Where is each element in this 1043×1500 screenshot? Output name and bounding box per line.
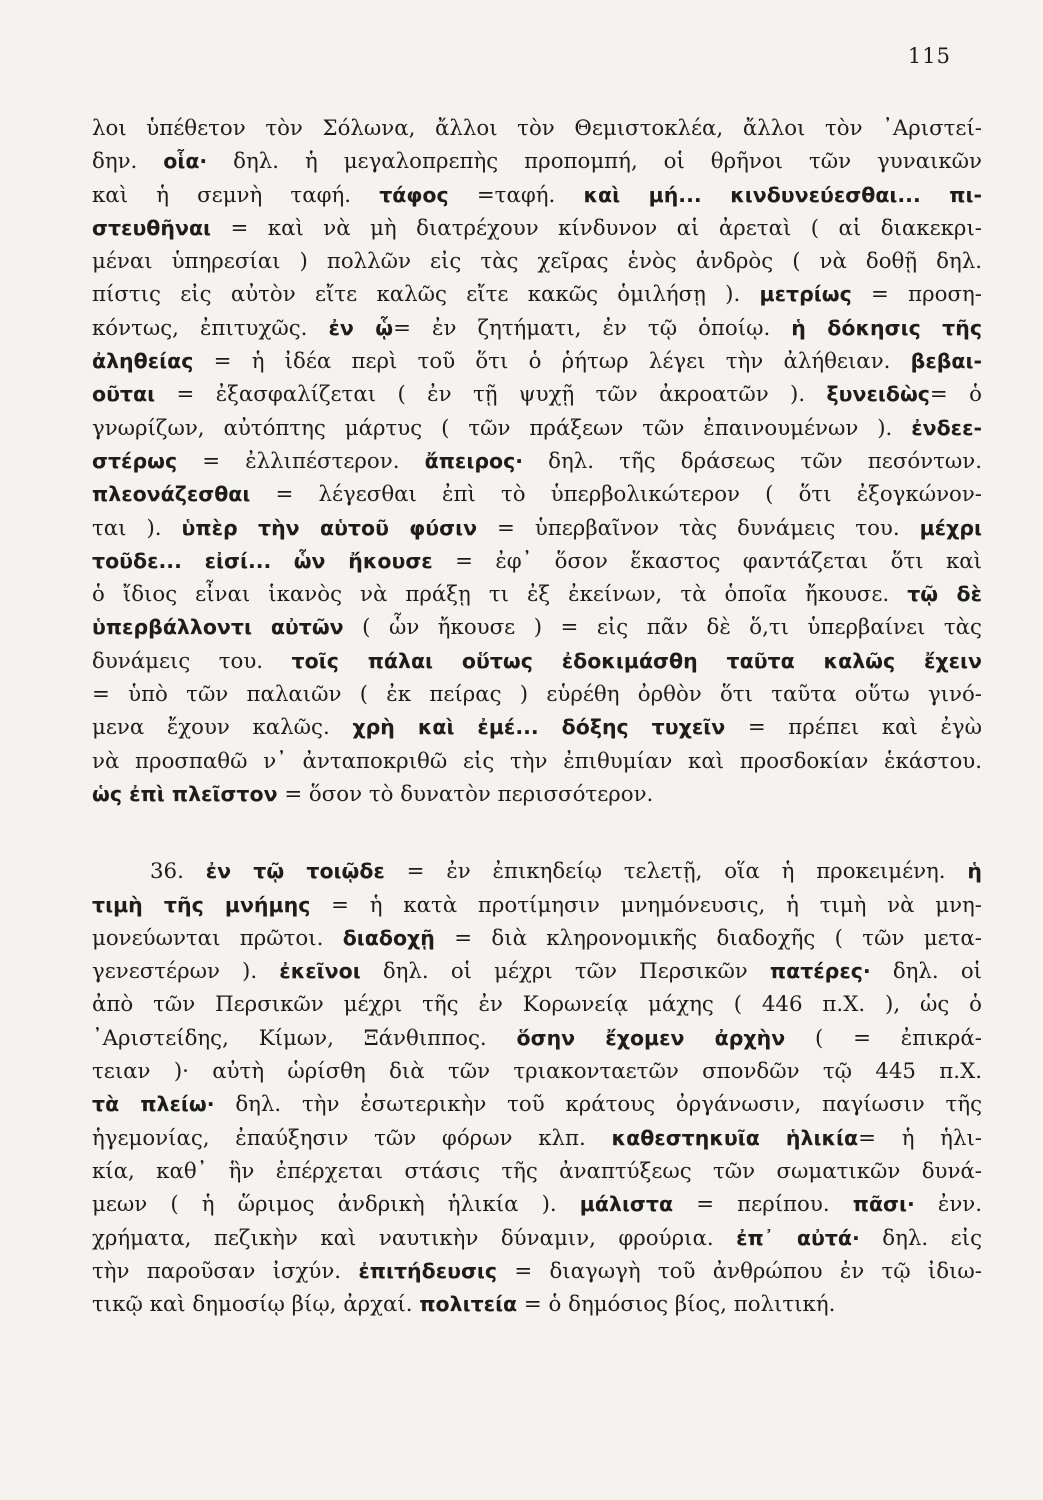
lemma-term: τοῖς πάλαι οὕτως ἐδοκιμάσθη ταῦτα καλῶς ἔχειν xyxy=(291,648,982,673)
text-line xyxy=(92,1255,982,1288)
text-line xyxy=(92,922,982,955)
gloss-text: ἀπὸ τῶν Περσικῶν μέχρι τῆς ἐν Κορωνείᾳ μάχης ( 446 π.Χ. ), ὡς ὁ xyxy=(92,992,982,1018)
text-line xyxy=(92,1055,982,1088)
page-number: 115 xyxy=(907,44,951,68)
lemma-term: πλεονάζεσθαι xyxy=(92,482,251,507)
lemma-term: τοῦδε... εἰσί... xyxy=(92,548,272,573)
gloss-text: = ἐφ᾿ ὅσον ἕκαστος φαντάζεται ὅτι καὶ xyxy=(432,548,982,574)
lemma-term: πᾶσι· xyxy=(852,1192,915,1217)
gloss-text: = ὁ xyxy=(929,382,982,408)
gloss-text: = ἡ ἰδέα περὶ τοῦ ὅτι ὁ ῥήτωρ λέγει τὴν ἀλήθειαν. xyxy=(193,349,911,375)
gloss-text: καὶ ἡ σεμνὴ ταφή. xyxy=(92,182,380,208)
text-line xyxy=(92,611,982,644)
text-line xyxy=(92,578,982,611)
text-line xyxy=(92,212,982,245)
text-line xyxy=(92,512,982,545)
text-line xyxy=(92,1155,982,1188)
lemma-term: βεβαι- xyxy=(910,349,982,374)
gloss-text: γενεστέρων ). xyxy=(92,959,280,985)
gloss-text: μενα ἔχουν καλῶς. xyxy=(92,715,353,741)
gloss-text: ᾿Αριστείδης, Κίμων, Ξάνθιππος. xyxy=(92,1025,517,1051)
lemma-term: ἐν ᾧ xyxy=(328,315,394,340)
lemma-term: οἷα· xyxy=(163,149,208,174)
text-line xyxy=(92,1088,982,1121)
paragraph-35-notes xyxy=(92,112,982,811)
lemma-term: μετρίως xyxy=(759,282,852,307)
gloss-text: ἡγεμονίας, ἐπαύξησιν τῶν φόρων κλπ. xyxy=(92,1125,612,1151)
text-line xyxy=(92,345,982,378)
lemma-term: στευθῆναι xyxy=(92,215,212,240)
text-line xyxy=(92,312,982,345)
gloss-text: γνωρίζων, αὐτόπτης μάρτυς ( τῶν πράξεων τῶν ἐπαινουμένων ). xyxy=(92,415,912,441)
gloss-text: = ὁ δημόσιος βίος, πολιτική. xyxy=(517,1292,836,1318)
text-line xyxy=(92,645,982,678)
text-line xyxy=(92,855,982,888)
gloss-text: = λέγεσθαι ἐπὶ τὸ ὑπερβολικώτερον ( ὅτι ἐξογκώνον- xyxy=(250,482,982,508)
text-line xyxy=(92,378,982,411)
lemma-term: ἐνδεε- xyxy=(911,415,982,440)
gloss-text: τειαν )· αὐτὴ ὡρίσθη διὰ τῶν τριακονταετῶν σπονδῶν τῷ 445 π.Χ. xyxy=(92,1059,982,1085)
text-line xyxy=(92,711,982,744)
gloss-text: δηλ. οἱ xyxy=(870,959,983,985)
text-line xyxy=(92,145,982,178)
lemma-term: ὅσην ἔχομεν ἀρχὴν xyxy=(516,1025,786,1050)
lemma-term: μέχρι xyxy=(919,515,982,540)
lemma-term: ἐπιτήδευσις xyxy=(358,1258,498,1283)
lemma-term: καὶ μή... κινδυνεύεσθαι... πι- xyxy=(583,182,983,207)
gloss-text: = ἐλλιπέστερον. xyxy=(177,448,425,474)
lemma-term: στέρως xyxy=(92,448,178,473)
gloss-text: δηλ. τὴν ἐσωτερικὴν τοῦ κράτους ὀργάνωσιν, παγίωσιν τῆς xyxy=(214,1092,983,1118)
lemma-term: καθεστηκυῖα ἡλικία xyxy=(611,1125,859,1150)
text-line xyxy=(92,445,982,478)
gloss-text: = ἐν ἐπικηδείῳ τελετῇ, οἵα ἡ προκειμένη. xyxy=(384,859,968,885)
lemma-term: ἀληθείας xyxy=(92,349,194,374)
gloss-text: ἐνν. xyxy=(914,1192,982,1218)
gloss-text: δην. xyxy=(92,149,164,175)
paragraph-36-notes xyxy=(92,855,982,1321)
gloss-text: λοι ὑπέθετον τὸν Σόλωνα, ἄλλοι τὸν Θεμιστοκλέα, ἄλλοι τὸν ᾿Αριστεί- xyxy=(92,116,982,141)
paragraph-gap xyxy=(92,811,982,855)
gloss-text: μεων ( ἡ ὥριμος ἀνδρικὴ ἡλικία ). xyxy=(92,1192,580,1218)
gloss-text: =ταφή. xyxy=(448,182,584,208)
text-line xyxy=(92,1022,982,1055)
text-line xyxy=(92,545,982,578)
lemma-term: πατέρες· xyxy=(769,959,871,984)
gloss-text: νὰ προσπαθῶ ν᾿ ἀνταποκριθῶ εἰς τὴν ἐπιθυμίαν καὶ προσδοκίαν ἑκάστου. xyxy=(92,748,982,774)
lemma-term: ἡ δόκησις τῆς xyxy=(791,315,982,340)
gloss-text: κία, καθ᾿ ἣν ἐπέρχεται στάσις τῆς ἀναπτύξεως τῶν σωματικῶν δυνά- xyxy=(92,1158,982,1184)
gloss-text: = ἐν ζητήματι, ἐν τῷ ὁποίῳ. xyxy=(393,315,792,341)
gloss-text: ὁ ἴδιος εἶναι ἱκανὸς νὰ πράξῃ τι ἐξ ἐκείνων, τὰ ὁποῖα ἤκουσε. xyxy=(92,582,908,608)
gloss-text: = ἐξασφαλίζεται ( ἐν τῇ ψυχῇ τῶν ἀκροατῶν ). xyxy=(155,382,827,408)
gloss-text: μέναι ὑπηρεσίαι ) πολλῶν εἰς τὰς χεῖρας ἑνὸς ἀνδρὸς ( νὰ δοθῇ δηλ. xyxy=(92,249,982,275)
gloss-text: = διὰ κληρονομικῆς διαδοχῆς ( τῶν μετα- xyxy=(434,925,982,951)
gloss-text: = ὅσον τὸ δυνατὸν περισσότερον. xyxy=(277,781,654,807)
lemma-term: ὑπὲρ τὴν αὑτοῦ φύσιν xyxy=(181,515,478,540)
lemma-term: τὰ πλείω· xyxy=(92,1092,215,1117)
lemma-term: οῦται xyxy=(92,382,156,407)
lemma-term: μάλιστα xyxy=(579,1192,674,1217)
text-line xyxy=(92,1188,982,1221)
lemma-term: ἡ xyxy=(967,859,983,884)
lemma-term: ἐπ᾿ αὐτά· xyxy=(736,1225,860,1250)
text-line xyxy=(92,278,982,311)
text-line xyxy=(92,179,982,212)
gloss-text: δυνάμεις του. xyxy=(92,648,292,674)
text-line xyxy=(92,1222,982,1255)
gloss-text: πίστις εἰς αὐτὸν εἴτε καλῶς εἴτε κακῶς ὁμιλήσῃ ). xyxy=(92,282,760,308)
gloss-text: χρήματα, πεζικὴν καὶ ναυτικὴν δύναμιν, φρούρια. xyxy=(92,1225,737,1251)
gloss-text: ( ὧν ἤκουσε ) = εἰς πᾶν δὲ ὅ,τι ὑπερβαίνει τὰς xyxy=(343,615,982,641)
text-line xyxy=(92,988,982,1021)
gloss-text: = καὶ νὰ μὴ διατρέχουν κίνδυνον αἱ ἀρεταὶ ( αἱ διακεκρι- xyxy=(211,215,982,241)
gloss-text: τικῷ καὶ δημοσίῳ βίῳ, ἀρχαί. xyxy=(92,1292,420,1318)
lemma-term: τάφος xyxy=(379,182,449,207)
lemma-term: χρὴ καὶ ἐμέ... δόξης τυχεῖν xyxy=(352,715,726,740)
gloss-text: τὴν παροῦσαν ἰσχύν. xyxy=(92,1258,359,1284)
gloss-text: ται ). xyxy=(92,515,182,541)
text-line xyxy=(92,745,982,778)
gloss-text: = ὑπερβαῖνον τὰς δυνάμεις του. xyxy=(477,515,920,541)
gloss-text: = περίπου. xyxy=(673,1192,853,1218)
lemma-term: ξυνειδὼς xyxy=(826,382,930,407)
text-line xyxy=(92,678,982,711)
lemma-term: ὑπερβάλλοντι αὐτῶν xyxy=(92,615,344,640)
lemma-term: τῷ δὲ xyxy=(907,582,982,607)
lemma-term: ὡς ἐπὶ πλεῖστον xyxy=(92,781,278,806)
gloss-text: = διαγωγὴ τοῦ ἀνθρώπου ἐν τῷ ἰδιω- xyxy=(497,1258,982,1284)
lemma-term: διαδοχῇ xyxy=(342,925,435,950)
lemma-term: τιμὴ τῆς μνήμης xyxy=(92,892,311,917)
text-line xyxy=(92,778,982,811)
commentary-text xyxy=(92,112,982,1321)
text-line xyxy=(92,1122,982,1155)
gloss-text: κόντως, ἐπιτυχῶς. xyxy=(92,315,329,341)
gloss-text: δηλ. οἱ μέχρι τῶν Περσικῶν xyxy=(360,959,770,985)
text-line xyxy=(92,1288,982,1321)
gloss-text: δηλ. εἰς xyxy=(859,1225,982,1251)
gloss-text: ( = ἐπικρά- xyxy=(785,1025,982,1051)
text-line xyxy=(92,112,982,145)
gloss-text: = ὑπὸ τῶν παλαιῶν ( ἐκ πείρας ) εὑρέθη ὀρθὸν ὅτι ταῦτα οὕτω γινό- xyxy=(92,682,982,708)
gloss-text: = ἡ ἡλι- xyxy=(858,1125,982,1151)
text-line xyxy=(92,478,982,511)
gloss-text: = ἡ κατὰ προτίμησιν μνημόνευσις, ἡ τιμὴ νὰ μνη- xyxy=(310,892,982,918)
lemma-term: ἐν τῷ τοιῷδε xyxy=(205,859,385,884)
text-line xyxy=(92,955,982,988)
gloss-text xyxy=(271,549,293,574)
lemma-term: ὧν ἤκουσε xyxy=(293,548,433,573)
lemma-term: πολιτεία xyxy=(419,1292,518,1317)
gloss-text: δηλ. τῆς δράσεως τῶν πεσόντων. xyxy=(523,448,982,474)
lemma-term: ἄπειρος· xyxy=(424,448,524,473)
lemma-term: ἐκεῖνοι xyxy=(279,959,361,984)
gloss-text: μονεύωνται πρῶτοι. xyxy=(92,925,343,951)
text-line xyxy=(92,412,982,445)
gloss-text: 36. xyxy=(150,859,206,885)
text-line xyxy=(92,245,982,278)
gloss-text: = προση- xyxy=(851,282,982,308)
gloss-text: δηλ. ἡ μεγαλοπρεπὴς προπομπή, οἱ θρῆνοι τῶν γυναικῶν xyxy=(207,149,982,175)
gloss-text: = πρέπει καὶ ἐγὼ xyxy=(725,715,982,741)
text-line xyxy=(92,889,982,922)
